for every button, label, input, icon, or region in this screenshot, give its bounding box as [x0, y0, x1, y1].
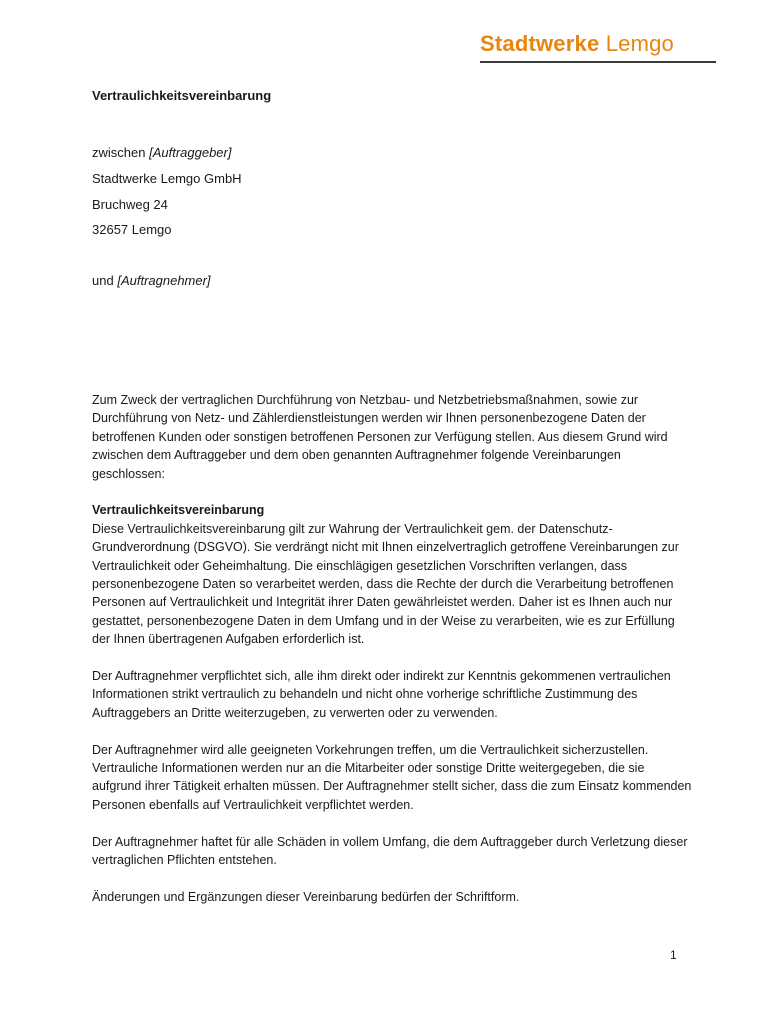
- paragraph-precautions: Der Auftragnehmer wird alle geeigneten Vorkehrungen treffen, um die Vertraulichkeit sicherzustellen. Vertrauliche Informationen werden nur an die Mitarbeiter oder sonstige Dritte weitergegeben, die sie aufgrund ihrer Tätigkeit erhalten müssen. Der Auftragnehmer stellt sicher, dass die zum Einsatz kommenden Personen ebenfalls auf Vertraulichkeit verpflichtet werden.: [92, 742, 692, 812]
- document-title: Vertraulichkeitsvereinbarung: [92, 88, 272, 103]
- and-label: und: [92, 273, 114, 288]
- intro-paragraph: Zum Zweck der vertraglichen Durchführung von Netzbau- und Netzbetriebsmaßnahmen, sowie zur Durchführung von Netz- und Zählerdienstleistungen werden wir Ihnen personenbezogene Daten der betroffenen Kunden oder sonstigen betroffenen Personen zur Verfügung stellen. Aus diesem Grund wird zwischen dem Auftraggeber und dem oben genannten Auftragnehmer folgende Vereinbarungen geschlossen:: [92, 393, 668, 481]
- between-line: [92, 145, 231, 160]
- client-placeholder: [Auftraggeber]: [149, 145, 232, 160]
- section-heading: Vertraulichkeitsvereinbarung: [92, 503, 265, 518]
- paragraph-confidentiality: Diese Vertraulichkeitsvereinbarung gilt zur Wahrung der Vertraulichkeit gem. der Datenschutz-Grundverordnung (DSGVO). Sie verdrängt nicht mit Ihnen einzelvertraglich getroffene Vereinbarungen zur Vertraulichkeit oder Geheimhaltung. Die einschlägigen gesetzlichen Vorschriften verlangen, dass personenbezogene Daten so verarbeitet werden, dass die Rechte der durch die Verarbeitung betroffenen Personen auf Vertraulichkeit und Integrität ihrer Daten gewährleistet werden. Daher ist es Ihnen auch nur gestattet, personenbezogene Daten in dem Umfang und in der Weise zu verarbeiten, wie es zur Erfüllung der Ihnen übertragenen Aufgaben erforderlich ist.: [92, 521, 679, 647]
- company-logo: [480, 30, 716, 63]
- company-name: Stadtwerke Lemgo GmbH: [92, 171, 242, 186]
- page-number: 1: [670, 948, 677, 962]
- paragraph-amendments: Änderungen und Ergänzungen dieser Vereinbarung bedürfen der Schriftform.: [92, 889, 520, 904]
- paragraph-obligation: Der Auftragnehmer verpflichtet sich, alle ihm direkt oder indirekt zur Kenntnis gekommenen vertraulichen Informationen strikt vertraulich zu behandeln und nicht ohne vorherige schriftliche Zustimmung des Auftraggebers an Dritte weiterzugeben, zu verwerten oder zu verwenden.: [92, 669, 671, 720]
- logo-wordmark: [480, 30, 716, 58]
- paragraph-liability: Der Auftragnehmer haftet für alle Schäden in vollem Umfang, die dem Auftraggeber durch Verletzung dieser vertraglichen Pflichten entstehen.: [92, 834, 688, 868]
- section-block: [92, 501, 692, 648]
- document-body: [92, 391, 692, 925]
- logo-rule: [480, 61, 716, 63]
- logo-city: Lemgo: [605, 31, 674, 56]
- street-address: Bruchweg 24: [92, 197, 168, 212]
- logo-brand: Stadtwerke: [480, 31, 600, 56]
- contractor-placeholder: [Auftragnehmer]: [117, 273, 211, 288]
- and-line: [92, 273, 211, 288]
- city-address: 32657 Lemgo: [92, 222, 172, 237]
- between-label: zwischen: [92, 145, 146, 160]
